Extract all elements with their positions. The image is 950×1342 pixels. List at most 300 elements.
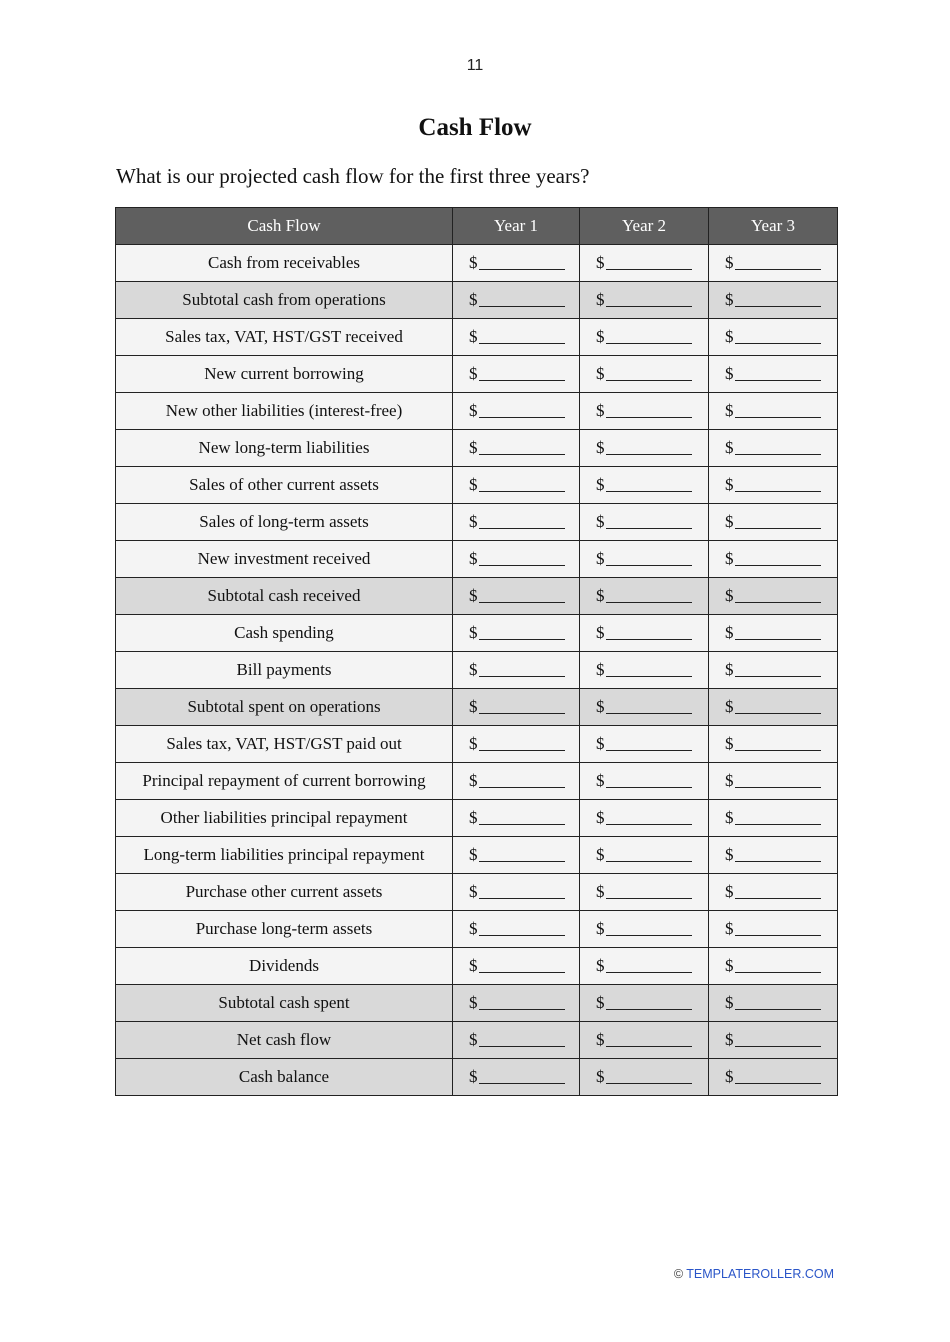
blank-underline[interactable] [606,823,692,825]
blank-underline[interactable] [735,712,821,714]
amount-blank [725,1030,821,1050]
blank-underline[interactable] [479,1082,565,1084]
year-2-amount-field[interactable] [580,504,709,541]
year-2-amount-field[interactable] [580,615,709,652]
blank-underline[interactable] [606,342,692,344]
amount-blank [469,993,565,1013]
row-label: Long-term liabilities principal repayment [116,837,453,874]
dollar-sign: $ [725,549,734,568]
amount-blank [596,475,692,495]
amount-blank [725,327,821,347]
blank-underline[interactable] [606,601,692,603]
amount-blank [469,475,565,495]
year-1-amount-field[interactable] [453,1059,580,1096]
blank-underline[interactable] [479,379,565,381]
dollar-sign: $ [469,882,478,901]
table-row [116,689,838,726]
amount-blank [469,660,565,680]
blank-underline[interactable] [606,1008,692,1010]
row-label: Other liabilities principal repayment [116,800,453,837]
year-2-amount-field[interactable] [580,837,709,874]
year-2-amount-field[interactable] [580,874,709,911]
row-label: Subtotal cash from operations [116,282,453,319]
page-title: Cash Flow [418,114,532,141]
dollar-sign: $ [596,697,605,716]
dollar-sign: $ [725,475,734,494]
dollar-sign: $ [596,253,605,272]
dollar-sign: $ [469,327,478,346]
year-3-amount-field[interactable] [709,800,838,837]
year-3-amount-field[interactable] [709,948,838,985]
blank-underline[interactable] [479,527,565,529]
amount-blank [469,882,565,902]
amount-blank [469,919,565,939]
dollar-sign: $ [725,882,734,901]
year-2-amount-field[interactable] [580,467,709,504]
amount-blank [596,882,692,902]
table-header-row [116,208,838,245]
dollar-sign: $ [725,956,734,975]
row-label: Sales tax, VAT, HST/GST paid out [116,726,453,763]
amount-blank [469,734,565,754]
year-3-amount-field[interactable] [709,282,838,319]
row-label: Principal repayment of current borrowing [116,763,453,800]
row-label: Subtotal spent on operations [116,689,453,726]
blank-underline[interactable] [479,786,565,788]
year-2-amount-field[interactable] [580,948,709,985]
year-1-amount-field[interactable] [453,911,580,948]
dollar-sign: $ [596,438,605,457]
blank-underline[interactable] [479,305,565,307]
blank-underline[interactable] [735,527,821,529]
year-1-amount-field[interactable] [453,319,580,356]
blank-underline[interactable] [735,971,821,973]
year-1-amount-field[interactable] [453,726,580,763]
year-3-amount-field[interactable] [709,726,838,763]
table-row [116,356,838,393]
dollar-sign: $ [725,290,734,309]
dollar-sign: $ [469,808,478,827]
dollar-sign: $ [596,290,605,309]
table-row [116,1059,838,1096]
table-row [116,504,838,541]
blank-underline[interactable] [606,934,692,936]
amount-blank [596,512,692,532]
amount-blank [469,401,565,421]
blank-underline[interactable] [479,638,565,640]
amount-blank [469,697,565,717]
year-1-amount-field[interactable] [453,689,580,726]
table-row [116,615,838,652]
blank-underline[interactable] [606,527,692,529]
amount-blank [725,253,821,273]
dollar-sign: $ [469,364,478,383]
header-cash-flow: Cash Flow [116,208,453,245]
blank-underline[interactable] [735,601,821,603]
amount-blank [725,845,821,865]
blank-underline[interactable] [479,1008,565,1010]
year-1-amount-field[interactable] [453,541,580,578]
table-row [116,800,838,837]
year-1-amount-field[interactable] [453,874,580,911]
blank-underline[interactable] [479,860,565,862]
dollar-sign: $ [596,919,605,938]
dollar-sign: $ [725,327,734,346]
dollar-sign: $ [596,771,605,790]
amount-blank [725,623,821,643]
blank-underline[interactable] [735,416,821,418]
table-row [116,282,838,319]
year-3-amount-field[interactable] [709,911,838,948]
year-3-amount-field[interactable] [709,874,838,911]
year-2-amount-field[interactable] [580,282,709,319]
blank-underline[interactable] [735,638,821,640]
table-row [116,874,838,911]
year-3-amount-field[interactable] [709,541,838,578]
table-row [116,837,838,874]
amount-blank [596,956,692,976]
header-year-2: Year 2 [580,208,709,245]
amount-blank [469,364,565,384]
blank-underline[interactable] [735,823,821,825]
blank-underline[interactable] [606,712,692,714]
dollar-sign: $ [596,882,605,901]
year-3-amount-field[interactable] [709,578,838,615]
dollar-sign: $ [469,993,478,1012]
year-2-amount-field[interactable] [580,763,709,800]
year-2-amount-field[interactable] [580,356,709,393]
row-label: Subtotal cash received [116,578,453,615]
table-row [116,393,838,430]
amount-blank [725,882,821,902]
amount-blank [725,697,821,717]
year-3-amount-field[interactable] [709,985,838,1022]
amount-blank [469,1030,565,1050]
dollar-sign: $ [469,771,478,790]
dollar-sign: $ [725,771,734,790]
year-3-amount-field[interactable] [709,245,838,282]
year-3-amount-field[interactable] [709,615,838,652]
amount-blank [596,808,692,828]
year-1-amount-field[interactable] [453,763,580,800]
year-2-amount-field[interactable] [580,652,709,689]
row-label: Subtotal cash spent [116,985,453,1022]
amount-blank [469,438,565,458]
table-row [116,652,838,689]
year-3-amount-field[interactable] [709,393,838,430]
dollar-sign: $ [596,993,605,1012]
row-label: Cash spending [116,615,453,652]
blank-underline[interactable] [479,490,565,492]
year-1-amount-field[interactable] [453,652,580,689]
amount-blank [596,697,692,717]
year-3-amount-field[interactable] [709,837,838,874]
dollar-sign: $ [725,623,734,642]
year-1-amount-field[interactable] [453,393,580,430]
blank-underline[interactable] [735,675,821,677]
page-number: 11 [466,57,484,74]
amount-blank [725,808,821,828]
year-1-amount-field[interactable] [453,282,580,319]
table-row [116,763,838,800]
year-2-amount-field[interactable] [580,430,709,467]
row-label: Bill payments [116,652,453,689]
amount-blank [596,660,692,680]
blank-underline[interactable] [479,897,565,899]
blank-underline[interactable] [735,1082,821,1084]
year-1-amount-field[interactable] [453,578,580,615]
dollar-sign: $ [596,1030,605,1049]
table-row [116,319,838,356]
blank-underline[interactable] [735,379,821,381]
amount-blank [725,956,821,976]
blank-underline[interactable] [606,786,692,788]
dollar-sign: $ [596,956,605,975]
blank-underline[interactable] [606,971,692,973]
dollar-sign: $ [725,808,734,827]
dollar-sign: $ [469,253,478,272]
dollar-sign: $ [469,845,478,864]
blank-underline[interactable] [479,823,565,825]
blank-underline[interactable] [479,934,565,936]
dollar-sign: $ [725,993,734,1012]
dollar-sign: $ [725,697,734,716]
blank-underline[interactable] [606,1082,692,1084]
dollar-sign: $ [725,1030,734,1049]
dollar-sign: $ [469,401,478,420]
blank-underline[interactable] [606,564,692,566]
dollar-sign: $ [469,623,478,642]
dollar-sign: $ [469,290,478,309]
copyright-symbol: © [673,1267,684,1281]
footer [0,1267,834,1281]
year-1-amount-field[interactable] [453,504,580,541]
year-1-amount-field[interactable] [453,948,580,985]
year-2-amount-field[interactable] [580,985,709,1022]
amount-blank [469,586,565,606]
blank-underline[interactable] [735,1008,821,1010]
table-row [116,726,838,763]
blank-underline[interactable] [735,749,821,751]
question-text: What is our projected cash flow for the first three years? [116,164,590,188]
amount-blank [469,549,565,569]
year-1-amount-field[interactable] [453,837,580,874]
blank-underline[interactable] [479,601,565,603]
dollar-sign: $ [469,734,478,753]
dollar-sign: $ [596,845,605,864]
blank-underline[interactable] [735,934,821,936]
blank-underline[interactable] [479,453,565,455]
dollar-sign: $ [469,660,478,679]
row-label: New other liabilities (interest-free) [116,393,453,430]
amount-blank [596,290,692,310]
dollar-sign: $ [725,512,734,531]
dollar-sign: $ [596,512,605,531]
dollar-sign: $ [725,919,734,938]
table-row [116,985,838,1022]
amount-blank [725,364,821,384]
year-1-amount-field[interactable] [453,356,580,393]
dollar-sign: $ [469,1030,478,1049]
amount-blank [596,623,692,643]
amount-blank [596,993,692,1013]
table-row [116,430,838,467]
blank-underline[interactable] [735,305,821,307]
row-label: Cash from receivables [116,245,453,282]
year-1-amount-field[interactable] [453,985,580,1022]
amount-blank [596,1030,692,1050]
blank-underline[interactable] [479,675,565,677]
row-label: Purchase other current assets [116,874,453,911]
year-2-amount-field[interactable] [580,319,709,356]
dollar-sign: $ [469,697,478,716]
year-3-amount-field[interactable] [709,689,838,726]
row-label: Sales tax, VAT, HST/GST received [116,319,453,356]
row-label: Purchase long-term assets [116,911,453,948]
blank-underline[interactable] [735,564,821,566]
header-year-1: Year 1 [453,208,580,245]
blank-underline[interactable] [606,416,692,418]
dollar-sign: $ [596,660,605,679]
blank-underline[interactable] [479,971,565,973]
year-3-amount-field[interactable] [709,356,838,393]
year-3-amount-field[interactable] [709,1022,838,1059]
year-1-amount-field[interactable] [453,430,580,467]
dollar-sign: $ [469,549,478,568]
table-row [116,578,838,615]
amount-blank [596,586,692,606]
blank-underline[interactable] [735,268,821,270]
amount-blank [725,475,821,495]
dollar-sign: $ [469,512,478,531]
year-3-amount-field[interactable] [709,763,838,800]
year-3-amount-field[interactable] [709,504,838,541]
dollar-sign: $ [596,549,605,568]
blank-underline[interactable] [479,749,565,751]
year-2-amount-field[interactable] [580,726,709,763]
blank-underline[interactable] [735,860,821,862]
blank-underline[interactable] [479,416,565,418]
amount-blank [469,808,565,828]
blank-underline[interactable] [606,860,692,862]
year-2-amount-field[interactable] [580,800,709,837]
blank-underline[interactable] [606,379,692,381]
blank-underline[interactable] [606,638,692,640]
row-label: Cash balance [116,1059,453,1096]
dollar-sign: $ [469,438,478,457]
blank-underline[interactable] [606,1045,692,1047]
amount-blank [596,1067,692,1087]
year-1-amount-field[interactable] [453,245,580,282]
year-2-amount-field[interactable] [580,541,709,578]
cash-flow-table [115,207,838,1096]
amount-blank [469,956,565,976]
header-year-3: Year 3 [709,208,838,245]
blank-underline[interactable] [735,342,821,344]
dollar-sign: $ [596,475,605,494]
blank-underline[interactable] [735,786,821,788]
row-label: New investment received [116,541,453,578]
amount-blank [469,512,565,532]
blank-underline[interactable] [606,490,692,492]
year-2-amount-field[interactable] [580,578,709,615]
row-label: New current borrowing [116,356,453,393]
year-3-amount-field[interactable] [709,467,838,504]
year-1-amount-field[interactable] [453,615,580,652]
year-2-amount-field[interactable] [580,1022,709,1059]
amount-blank [725,290,821,310]
year-2-amount-field[interactable] [580,911,709,948]
dollar-sign: $ [725,845,734,864]
amount-blank [596,845,692,865]
year-3-amount-field[interactable] [709,430,838,467]
dollar-sign: $ [725,438,734,457]
year-2-amount-field[interactable] [580,393,709,430]
blank-underline[interactable] [606,305,692,307]
dollar-sign: $ [469,956,478,975]
year-3-amount-field[interactable] [709,1059,838,1096]
templateroller-link[interactable]: TEMPLATEROLLER.COM [686,1267,834,1281]
dollar-sign: $ [725,586,734,605]
amount-blank [469,253,565,273]
blank-underline[interactable] [735,897,821,899]
dollar-sign: $ [725,253,734,272]
row-label: Sales of other current assets [116,467,453,504]
year-1-amount-field[interactable] [453,1022,580,1059]
year-3-amount-field[interactable] [709,652,838,689]
blank-underline[interactable] [479,1045,565,1047]
blank-underline[interactable] [606,453,692,455]
dollar-sign: $ [596,623,605,642]
blank-underline[interactable] [479,342,565,344]
amount-blank [469,290,565,310]
table-row [116,245,838,282]
year-3-amount-field[interactable] [709,319,838,356]
amount-blank [596,364,692,384]
amount-blank [596,253,692,273]
blank-underline[interactable] [479,268,565,270]
dollar-sign: $ [596,401,605,420]
year-2-amount-field[interactable] [580,245,709,282]
blank-underline[interactable] [735,453,821,455]
blank-underline[interactable] [606,675,692,677]
amount-blank [725,549,821,569]
year-2-amount-field[interactable] [580,689,709,726]
amount-blank [469,623,565,643]
blank-underline[interactable] [735,490,821,492]
table-body [116,245,838,1096]
amount-blank [725,919,821,939]
amount-blank [725,734,821,754]
amount-blank [725,438,821,458]
table-row [116,467,838,504]
amount-blank [725,660,821,680]
amount-blank [725,586,821,606]
blank-underline[interactable] [479,564,565,566]
blank-underline[interactable] [606,268,692,270]
year-1-amount-field[interactable] [453,467,580,504]
blank-underline[interactable] [479,712,565,714]
amount-blank [469,1067,565,1087]
year-2-amount-field[interactable] [580,1059,709,1096]
table-row [116,911,838,948]
amount-blank [725,771,821,791]
amount-blank [725,512,821,532]
blank-underline[interactable] [606,897,692,899]
blank-underline[interactable] [606,749,692,751]
year-1-amount-field[interactable] [453,800,580,837]
blank-underline[interactable] [735,1045,821,1047]
